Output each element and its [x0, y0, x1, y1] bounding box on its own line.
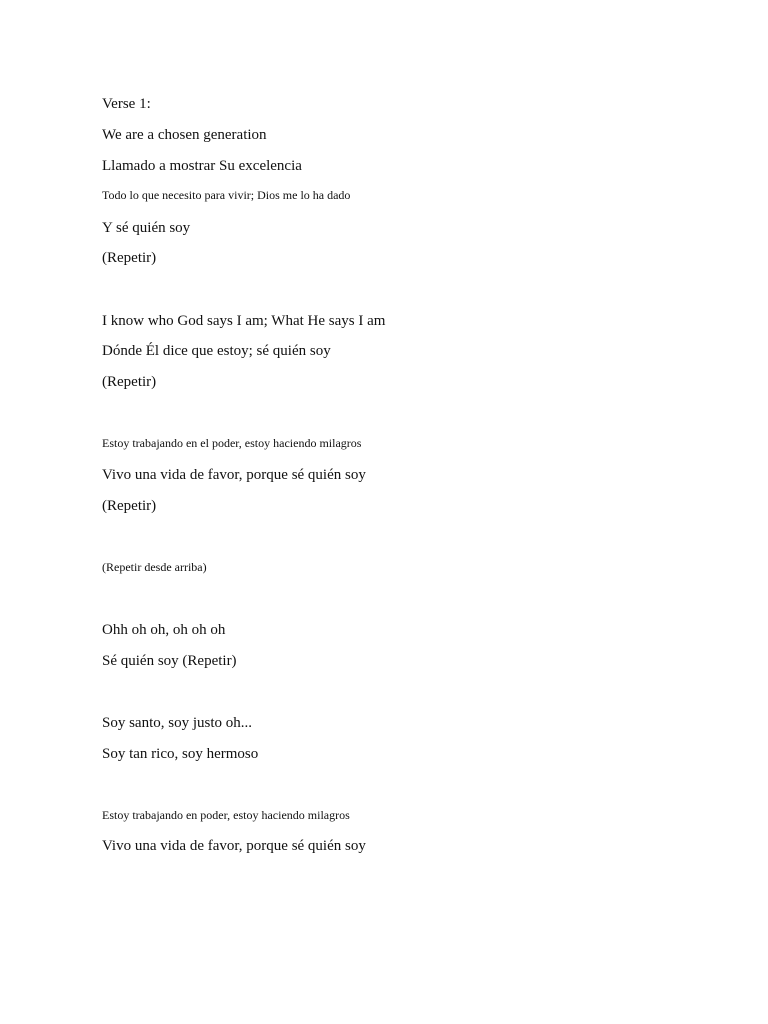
- lyric-line: Estoy trabajando en poder, estoy haciendo milagros: [102, 808, 350, 822]
- repeat-note: (Repetir): [102, 374, 157, 390]
- lyric-line: Vivo una vida de favor, porque sé quién soy: [102, 467, 366, 483]
- lyric-line: We are a chosen generation: [102, 127, 267, 143]
- lyric-line: Vivo una vida de favor, porque sé quién soy: [102, 838, 366, 854]
- lyric-line: Ohh oh oh, oh oh oh: [102, 622, 226, 638]
- lyric-line: Estoy trabajando en el poder, estoy haciendo milagros: [102, 436, 362, 450]
- lyric-line: Llamado a mostrar Su excelencia: [102, 158, 302, 174]
- lyric-line: I know who God says I am; What He says I am: [102, 313, 386, 329]
- lyric-line: Sé quién soy (Repetir): [102, 653, 237, 669]
- repeat-note: (Repetir): [102, 250, 157, 266]
- lyric-line: Soy santo, soy justo oh...: [102, 715, 253, 731]
- lyric-line: Y sé quién soy: [102, 220, 191, 236]
- lyric-line: Soy tan rico, soy hermoso: [102, 746, 259, 762]
- repeat-note: (Repetir desde arriba): [102, 560, 207, 574]
- lyric-line: Dónde Él dice que estoy; sé quién soy: [102, 343, 331, 359]
- lyric-line: Todo lo que necesito para vivir; Dios me lo ha dado: [102, 188, 351, 202]
- repeat-note: (Repetir): [102, 498, 157, 514]
- verse-heading: Verse 1:: [102, 96, 151, 112]
